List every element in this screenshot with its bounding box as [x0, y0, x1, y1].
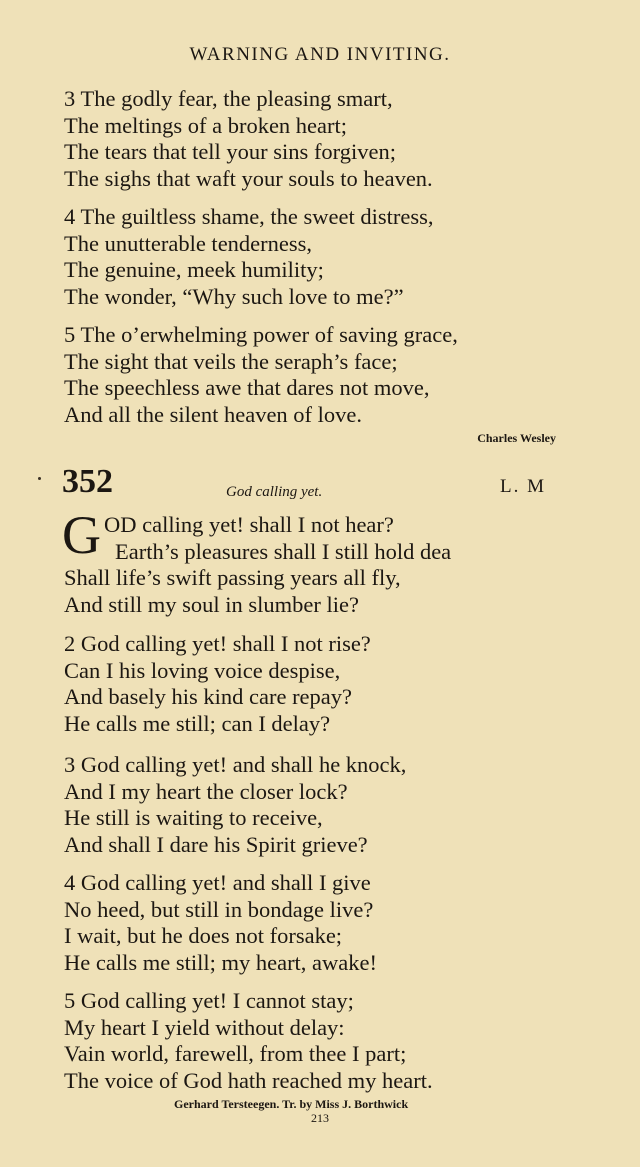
author-credit: Charles Wesley: [477, 431, 556, 445]
verse-line: He calls me still; can I delay?: [64, 710, 331, 736]
stanza: [64, 322, 458, 428]
verse-line: 2 God calling yet! shall I not rise?: [64, 631, 371, 656]
stanza: [64, 870, 377, 976]
verse-line: 5 God calling yet! I cannot stay;: [64, 988, 354, 1013]
verse-line: 4 God calling yet! and shall I give: [64, 870, 371, 895]
hymn-number: 352: [62, 463, 113, 500]
verse-line: The speechless awe that dares not move,: [64, 375, 430, 400]
running-header: WARNING AND INVITING.: [189, 44, 451, 65]
verse-line: No heed, but still in bondage live?: [64, 896, 374, 922]
verse-line: The sight that veils the seraph’s face;: [64, 348, 398, 374]
print-speck: [38, 477, 41, 480]
verse-line: I wait, but he does not forsake;: [64, 923, 343, 948]
stanza: [64, 631, 371, 737]
verse-line: Can I his loving voice despise,: [64, 657, 341, 683]
verse-line: The genuine, meek humility;: [64, 257, 324, 282]
translator-credit: Gerhard Tersteegen. Tr. by Miss J. Borthwick: [174, 1097, 409, 1111]
stanza: [64, 204, 434, 310]
verse-line: Shall life’s swift passing years all fly,: [64, 565, 401, 590]
verse-line: My heart I yield without delay:: [64, 1014, 345, 1040]
verse-line: OD calling yet! shall I not hear?: [104, 512, 394, 537]
verse-line: And still my soul in slumber lie?: [64, 591, 359, 617]
verse-line: And all the silent heaven of love.: [64, 401, 363, 427]
stanza: [64, 988, 433, 1094]
verse-line: 3 The godly fear, the pleasing smart,: [64, 86, 393, 111]
verse-line: The meltings of a broken heart;: [64, 112, 348, 138]
stanza: [64, 86, 433, 192]
verse-line: And I my heart the closer lock?: [64, 778, 348, 804]
verse-line: 3 God calling yet! and shall he knock,: [64, 752, 407, 777]
verse-line: Vain world, farewell, from thee I part;: [64, 1041, 407, 1066]
verse-line: And basely his kind care repay?: [64, 684, 353, 709]
verse-line: Earth’s pleasures shall I still hold dea: [115, 538, 452, 564]
verse-line: He calls me still; my heart, awake!: [64, 949, 378, 975]
verse-line: The wonder, “Why such love to me?”: [64, 283, 404, 309]
page-number: 213: [311, 1111, 329, 1125]
verse-line: The voice of God hath reached my heart.: [64, 1067, 433, 1093]
hymn-title: God calling yet.: [226, 484, 323, 500]
verse-line: The sighs that waft your souls to heaven.: [64, 165, 433, 191]
hymn-meter: L. M: [500, 476, 546, 497]
verse-line: 4 The guiltless shame, the sweet distress,: [64, 204, 434, 229]
verse-line: The unutterable tenderness,: [64, 230, 313, 256]
verse-line: He still is waiting to receive,: [64, 805, 323, 830]
first-stanza: [0, 512, 451, 618]
verse-line: 5 The o’erwhelming power of saving grace,: [64, 322, 458, 347]
verse-line: And shall I dare his Spirit grieve?: [64, 831, 368, 857]
stanza: [64, 752, 406, 858]
verse-line: The tears that tell your sins forgiven;: [64, 139, 397, 164]
drop-cap: G: [62, 505, 101, 565]
